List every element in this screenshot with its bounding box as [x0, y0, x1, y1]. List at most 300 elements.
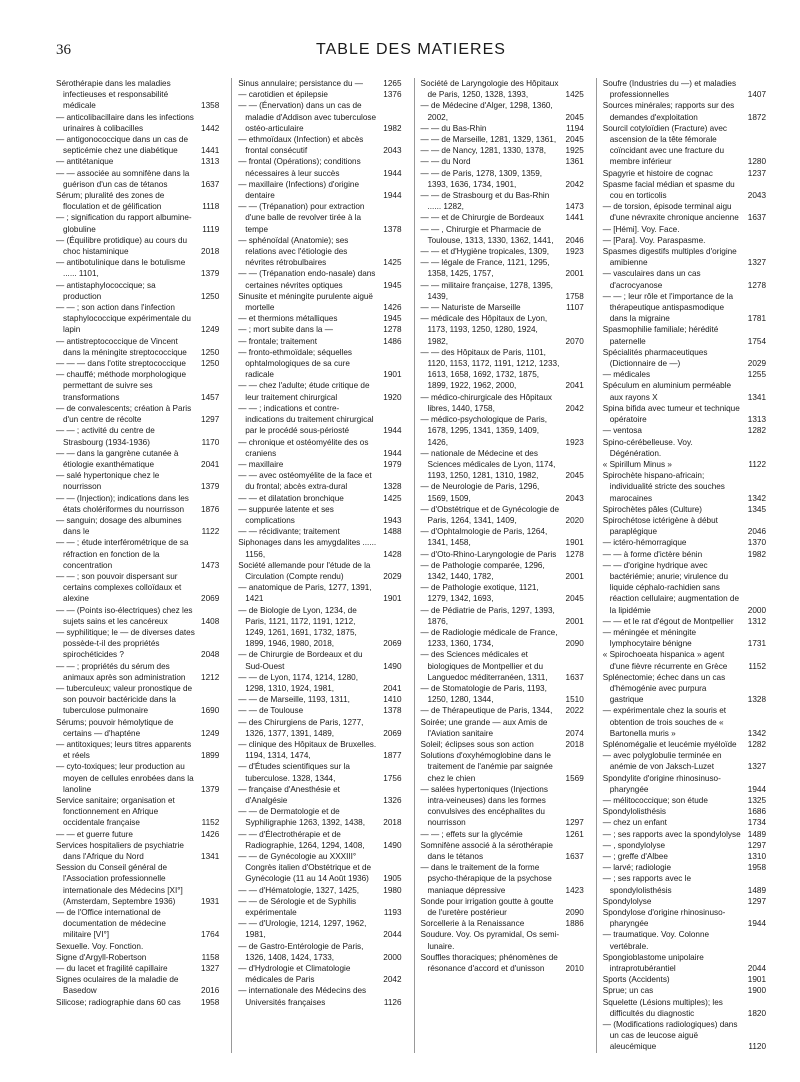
entry-page: 2069 [201, 594, 220, 604]
index-entry [421, 212, 584, 223]
entry-text: Spina bifida avec tumeur et technique opératoire [602, 403, 740, 425]
entry-text: « Spirillum Minus » [602, 459, 672, 469]
index-entry [238, 717, 401, 739]
entry-text: Sinusite et méningite purulente aiguë mortelle [238, 291, 373, 313]
entry-page: 1488 [383, 527, 402, 537]
entry-text: Sérum; pluralité des zones de floculation et de gélification [56, 191, 165, 212]
entry-page: 1764 [201, 930, 220, 940]
entry-text: — de Biologie de Lyon, 1234, de Paris, 1121, 1172, 1191, 1212, 1249, 1261, 1691, 1732, 1875, 1899, 1946, 1980, 2018, [238, 605, 357, 649]
index-entry [56, 336, 219, 358]
entry-text: — — de Gynécologie au XXXIII° Congrès italien d'Obstétrique et de Gynécologie (11 au 14 Août 1936) [238, 852, 372, 884]
entry-text: — de Médecine d'Alger, 1298, 1360, 2002, [420, 101, 553, 122]
entry-text: — — ; son action dans l'infection staphylococcique expérimentale du lapin [56, 303, 191, 335]
index-entry [238, 896, 401, 918]
index-entry [421, 952, 584, 974]
entry-page: 1690 [201, 706, 220, 716]
entry-text: — ictéro-hémorragique [602, 538, 687, 548]
index-entry [603, 224, 766, 235]
index-entry [603, 235, 766, 246]
index-entry [603, 672, 766, 706]
index-entry [603, 851, 766, 862]
index-entry [238, 649, 401, 671]
entry-page: 2045 [565, 471, 584, 481]
entry-text: Spagyrie et histoire de cognac [602, 168, 713, 178]
entry-text: Spéculum en aluminium perméable aux rayons X [602, 381, 732, 402]
entry-text: — — et dilatation bronchique [238, 493, 344, 503]
entry-page: 2029 [747, 359, 766, 369]
index-entry [421, 683, 584, 705]
entry-text: — — des Hôpitaux de Paris, 1101, 1120, 1153, 1172, 1191, 1212, 1233, 1613, 1658, 1692, 1732, 1875, 1899, 1922, 1962, 2000, [420, 347, 560, 391]
entry-text: — — et guerre future [56, 829, 133, 839]
entry-text: « Spirochoeata hispanica » agent d'une fièvre récurrente en Grèce [602, 650, 728, 671]
index-entry [238, 493, 401, 504]
entry-text: — d'Ophtalmologie de Paris, 1264, 1341, 1458, [420, 527, 548, 548]
entry-page: 1327 [747, 258, 766, 268]
entry-page: 2020 [565, 515, 584, 525]
entry-text: Squelette (Lésions multiples); les difficultés du diagnostic [602, 997, 723, 1018]
index-entry [238, 459, 401, 470]
entry-text: Sérothérapie dans les maladies infectieuses et responsabilité médicale [56, 79, 171, 111]
index-entry [56, 941, 219, 952]
index-entry [238, 89, 401, 100]
index-entry [603, 952, 766, 974]
index-entry [603, 537, 766, 548]
entry-page: 1126 [383, 997, 402, 1007]
index-entry [421, 750, 584, 784]
entry-page: 1158 [201, 952, 220, 962]
entry-page: 1441 [201, 146, 220, 156]
index-entry [238, 313, 401, 324]
entry-page: 1756 [383, 773, 402, 783]
index-entry [421, 549, 584, 560]
entry-text: — médicale des Hôpitaux de Lyon, 1173, 1193, 1250, 1280, 1924, 1982, [420, 314, 548, 346]
index-entry [238, 291, 401, 313]
entry-page: 1410 [383, 695, 402, 705]
entry-page: 1982 [747, 549, 766, 559]
index-entry [421, 739, 584, 750]
entry-text: Signes oculaires de la maladie de Basedow [56, 975, 179, 996]
index-entry [56, 571, 219, 605]
index-entry [421, 481, 584, 503]
entry-page: 1980 [383, 885, 402, 895]
entry-text: — — (Trépanation endo-nasale) dans certaines névrites optiques [238, 269, 376, 290]
index-entry [421, 918, 584, 929]
entry-text: — — ; propriétés du sérum des animaux après son administration [56, 661, 186, 682]
entry-page: 1473 [201, 560, 220, 570]
index-entry [603, 459, 766, 470]
entry-text: — de Pathologie exotique, 1121, 1279, 1342, 1693, [420, 583, 539, 604]
index-entry [56, 358, 219, 369]
entry-text: — — (Points iso-électriques) chez les sujets sains et les cancéreux [56, 605, 193, 626]
entry-text: — — et d'Hygiène tropicales, 1309, [420, 247, 550, 257]
index-entry [56, 403, 219, 425]
entry-text: — nationale de Médecine et des Sciences médicales de Lyon, 1174, 1193, 1250, 1281, 1310, 1982, [420, 448, 556, 481]
entry-page: 2090 [565, 908, 584, 918]
index-entry [603, 705, 766, 739]
index-entry [421, 134, 584, 145]
index-entry [421, 627, 584, 649]
entry-page: 1473 [565, 202, 584, 212]
index-entry [603, 246, 766, 268]
entry-page: 1901 [565, 538, 584, 548]
entry-text: — dans le traitement de la forme psycho-thérapique de la psychose maniaque dépressive [420, 863, 552, 895]
index-entry [603, 347, 766, 369]
entry-page: 1637 [565, 852, 584, 862]
index-entry [603, 369, 766, 380]
index-entry [421, 280, 584, 302]
entry-page: 1376 [383, 90, 402, 100]
index-entry [56, 168, 219, 190]
entry-text: — [Para]. Voy. Paraspasme. [602, 235, 706, 245]
entry-text: — expérimentale chez la souris et obtention de trois souches de « Bartonella muris » [602, 706, 727, 738]
entry-text: — syphilitique; le — de diverses dates possède-t-il des propriétés spirochéticides ? [56, 627, 195, 660]
entry-text: Spongioblastome unipolaire intraprotubérantiel [602, 952, 704, 974]
index-entry [421, 347, 584, 392]
entry-page: 1734 [747, 818, 766, 828]
entry-page: 2018 [565, 739, 584, 749]
entry-page: 1886 [565, 919, 584, 929]
entry-text: — — (Énervation) dans un cas de maladie d'Addison avec tuberculose ostéo-articulaire [238, 101, 377, 133]
entry-text: — médicales [602, 370, 651, 380]
entry-text: — antibotulinique dans le botulisme ...... 1101, [56, 258, 186, 279]
entry-page: 1328 [747, 695, 766, 705]
entry-page: 1425 [383, 493, 402, 503]
entry-page: 2090 [565, 639, 584, 649]
entry-text: — médico-chirurgicale des Hôpitaux libres, 1440, 1758, [420, 392, 553, 413]
entry-text: — avec polyglobulie terminée en anémie de von Jaksch-Luzet [602, 751, 722, 772]
index-entry [56, 862, 219, 907]
index-entry [421, 156, 584, 167]
entry-page: 2001 [565, 571, 584, 581]
entry-text: — de Chirurgie de Bordeaux et du Sud-Ouest [238, 650, 363, 671]
index-entry [56, 369, 219, 403]
index-entry [421, 862, 584, 896]
entry-text: Spirochètes pâles (Culture) [602, 504, 702, 514]
entry-text: Spasmophilie familiale; hérédité paternelle [602, 325, 719, 346]
entry-text: — — ; étude interférométrique de sa réfraction en fonction de la concentration [56, 538, 189, 570]
entry-text: — — ; activité du centre de Strasbourg (1934-1936) [56, 426, 155, 447]
entry-text: — ; mort subite dans la — [238, 325, 333, 335]
index-entry [603, 560, 766, 616]
entry-page: 1423 [565, 885, 584, 895]
entry-page: 1944 [383, 448, 402, 458]
entry-page: 1486 [383, 336, 402, 346]
entry-page: 1282 [747, 426, 766, 436]
entry-text: Spondylite d'origine rhinosinuso-pharyngée [602, 773, 721, 794]
entry-text: Souffles thoraciques; phénomènes de résonance d'accord et d'unisson [420, 952, 558, 974]
entry-page: 1250 [201, 347, 220, 357]
entry-page: 2042 [565, 403, 584, 413]
index-entry [603, 773, 766, 795]
entry-page: 2010 [565, 964, 584, 974]
index-entry [603, 268, 766, 290]
index-entry [56, 235, 219, 257]
entry-page: 1249 [201, 325, 220, 335]
index-entry [56, 190, 219, 212]
entry-text: — des Sciences médicales et biologiques de Montpellier et du Languedoc méditerranéen, 1311, [420, 650, 548, 682]
entry-page: 1297 [747, 840, 766, 850]
index-entry [238, 761, 401, 783]
entry-page: 1249 [201, 728, 220, 738]
entry-page: 1379 [201, 482, 220, 492]
index-entry [421, 560, 584, 582]
entry-text: — — d'Urologie, 1214, 1297, 1962, 1981, [238, 919, 367, 940]
entry-page: 1425 [565, 90, 584, 100]
entry-page: 1327 [201, 964, 220, 974]
entry-page: 1326 [383, 796, 402, 805]
index-entry [56, 840, 219, 862]
entry-page: 1120 [748, 1042, 766, 1052]
index-entry [603, 896, 766, 907]
entry-page: 2069 [383, 639, 402, 649]
entry-page: 1361 [565, 157, 584, 167]
index-entry [421, 168, 584, 190]
entry-page: 1237 [747, 168, 766, 178]
page-header [56, 38, 766, 64]
index-entry [421, 302, 584, 313]
entry-text: Spino-cérébelleuse. Voy. Dégénération. [602, 437, 693, 458]
entry-page: 1731 [747, 639, 766, 649]
entry-text: — traumatique. Voy. Colonne vertébrale. [602, 930, 710, 951]
entry-page: 1490 [383, 840, 402, 850]
entry-page: 1119 [202, 224, 220, 234]
entry-text: — — à forme d'ictère bénin [602, 549, 703, 559]
entry-page: 1297 [201, 415, 220, 425]
index-entry [56, 683, 219, 717]
entry-page: 2046 [747, 527, 766, 537]
entry-text: — sphénoïdal (Anatomie); ses relations avec l'étiologie des névrites rétrobulbaires [238, 235, 349, 268]
entry-text: Services hospitaliers de psychiatrie dans l'Afrique du Nord [56, 840, 184, 862]
entry-page: 1170 [201, 437, 220, 447]
entry-page: 2001 [565, 269, 584, 279]
entry-text: Session du Conseil général de l'Association professionnelle internationale des Médecins [XI°] (Amsterdam, Septembre 1936) [56, 863, 183, 906]
entry-page: 1313 [201, 157, 220, 167]
entry-page: 2001 [565, 616, 584, 626]
entry-page: 1876 [201, 504, 220, 514]
index-entry [238, 156, 401, 178]
index-entry [56, 795, 219, 829]
index-entry [238, 268, 401, 290]
entry-text: Solutions d'oxyhémoglobine dans le traitement de l'anémie par saignée chez le chien [420, 751, 553, 783]
entry-text: Spirochétose ictérigène à début paraplégique [602, 515, 718, 537]
entry-page: 2018 [383, 818, 402, 828]
entry-page: 1637 [747, 213, 766, 223]
entry-page: 1212 [201, 672, 220, 682]
entry-text: — — de Sérologie et de Syphilis expérimentale [238, 896, 357, 918]
entry-text: — — de Lyon, 1174, 1214, 1280, 1298, 1310, 1924, 1981, [238, 672, 358, 693]
index-entry [421, 582, 584, 604]
entry-page: 1979 [383, 459, 402, 469]
entry-text: — ; signification du rapport albumine-globuline [56, 213, 192, 234]
entry-text: — antitoxiques; leurs titres apparents et réels [56, 739, 192, 761]
entry-text: — — (Injection); indications dans les états cholériformes du nourrisson [56, 493, 189, 514]
entry-page: 1426 [201, 829, 220, 839]
entry-text: Spécialités pharmaceutiques (Dictionnaire de —) [602, 347, 708, 369]
entry-text: — vasculaires dans un cas d'acrocyanose [602, 269, 701, 290]
index-entry [421, 392, 584, 414]
index-entry [421, 784, 584, 829]
entry-text: — d'Études scientifiques sur la tuberculose. 1328, 1344, [238, 762, 350, 783]
index-entry [603, 100, 766, 122]
entry-text: — — de Strasbourg et du Bas-Rhin ...... 1282, [420, 191, 550, 212]
entry-page: 1489 [747, 885, 766, 895]
entry-page: 2018 [201, 247, 220, 257]
entry-page: 1428 [383, 549, 402, 559]
entry-page: 1280 [747, 157, 766, 167]
entry-page: 1378 [383, 224, 402, 234]
index-entry [603, 649, 766, 671]
index-entry [238, 437, 401, 459]
entry-page: 2045 [565, 112, 584, 122]
entry-page: 1441 [565, 213, 584, 223]
entry-text: — frontale; traitement [238, 336, 317, 346]
entry-text: — de Pédiatrie de Paris, 1297, 1393, 1876, [420, 605, 555, 626]
index-entry [421, 246, 584, 257]
index-entry [603, 324, 766, 346]
index-entry [603, 795, 766, 806]
entry-text: — tuberculeux; valeur pronostique de son pouvoir bactéricide dans la tuberculose pulmonaire [56, 683, 193, 716]
index-column-4 [596, 78, 766, 1053]
index-entry [56, 907, 219, 941]
entry-text: — d'Hydrologie et Climatologie médicales de Paris [238, 964, 351, 985]
index-column-2 [231, 78, 401, 1053]
entry-text: — — associée au somnifène dans la guérison d'un cas de tétanos [56, 168, 190, 189]
index-entry [238, 78, 401, 89]
entry-page: 1327 [747, 762, 766, 772]
index-entry [56, 515, 219, 537]
entry-text: Soirée; une grande — aux Amis de l'Aviation sanitaire [420, 717, 548, 738]
entry-page: 1943 [383, 515, 402, 525]
entry-page: 2016 [201, 986, 220, 996]
entry-page: 1341 [201, 852, 220, 862]
index-entry [56, 627, 219, 661]
entry-text: — — d'Électrothérapie et de Radiographie, 1264, 1294, 1408, [238, 829, 365, 850]
entry-page: 2070 [565, 336, 584, 346]
entry-page: 2029 [383, 571, 402, 581]
index-entry [603, 985, 766, 996]
entry-text: — (Modifications radiologiques) dans un cas de leucose aiguë aleucémique [602, 1020, 738, 1052]
entry-text: — internationale des Médecins des Universités françaises [238, 986, 367, 1007]
entry-page: 1901 [383, 594, 402, 604]
index-entry [238, 380, 401, 402]
entry-page: 1325 [747, 796, 766, 805]
entry-text: — salé hypertonique chez le nourrisson [56, 471, 160, 492]
entry-text: — — d'Hématologie, 1327, 1425, [238, 885, 360, 895]
entry-text: — chronique et ostéomyélite des os craniens [238, 437, 369, 458]
entry-page: 1901 [383, 370, 402, 380]
entry-text: — de Stomatologie de Paris, 1193, 1250, 1280, 1344, [420, 683, 547, 705]
index-entry [238, 605, 401, 650]
index-entry [421, 190, 584, 212]
entry-page: 2044 [747, 964, 766, 974]
entry-text: Sources minérales; rapports sur des demandes d'exploitation [602, 101, 735, 122]
entry-page: 2046 [565, 235, 584, 245]
index-entry [421, 896, 584, 918]
entry-text: Signe d'Argyll-Robertson [56, 952, 147, 962]
entry-page: 1152 [748, 661, 766, 671]
entry-page: 1407 [747, 90, 766, 100]
index-entry [603, 403, 766, 425]
index-entry [603, 168, 766, 179]
entry-page: 1426 [383, 303, 402, 313]
entry-text: Soleil; éclipses sous son action [420, 739, 534, 749]
entry-text: — — de Dermatologie et de Syphiligraphie 1263, 1392, 1438, [238, 807, 365, 828]
entry-page: 1510 [565, 695, 584, 705]
index-entry [603, 806, 766, 817]
entry-text: — antistaphylococcique; sa production [56, 280, 156, 301]
index-entry [603, 380, 766, 402]
entry-page: 1194 [566, 123, 584, 133]
entry-text: — ; ses rapports avec le spondylolisthésis [602, 874, 692, 895]
entry-text: — — ; son pouvoir dispersant sur certains complexes colloïdaux et alexine [56, 571, 182, 604]
entry-page: 1313 [747, 415, 766, 425]
index-entry [421, 313, 584, 347]
entry-page: 1901 [747, 975, 766, 985]
entry-page: 1900 [747, 986, 766, 996]
entry-page: 1754 [747, 336, 766, 346]
entry-text: — médico-psychologique de Paris, 1678, 1295, 1341, 1359, 1409, 1426, [420, 415, 548, 447]
entry-page: 1877 [383, 751, 402, 761]
entry-text: Splénomégalie et leucémie myéloïde [602, 739, 737, 749]
index-entry [421, 829, 584, 840]
entry-page: 1379 [201, 784, 220, 794]
entry-text: Splénectomie; échec dans un cas d'hémogénie avec purpura gastrique [602, 672, 726, 705]
entry-page: 1944 [383, 191, 402, 201]
entry-page: 1905 [383, 874, 402, 884]
entry-page: 1122 [201, 527, 220, 537]
entry-text: — de torsion, épisode terminal aigu d'une névraxite chronique ancienne [602, 202, 739, 223]
index-entry [56, 997, 219, 1008]
entry-text: Sinus annulaire; persistance du — [238, 79, 363, 88]
index-entry [603, 437, 766, 459]
entry-text: — de Radiologie médicale de France, 1233, 1360, 1734, [420, 627, 558, 649]
index-entry [603, 929, 766, 951]
index-entry [603, 840, 766, 851]
index-entry [421, 100, 584, 122]
index-entry [238, 806, 401, 828]
index-entry [238, 694, 401, 705]
index-entry [421, 257, 584, 279]
entry-text: — antigonococcique dans un cas de septicémie chez une diabétique [56, 135, 188, 156]
entry-text: — — légale de France, 1121, 1295, 1358, 1425, 1757, [420, 258, 550, 279]
entry-text: Siphonages dans les amygdalites ...... 1156, [238, 538, 377, 559]
entry-page: 1107 [566, 303, 584, 313]
index-entry [421, 123, 584, 134]
index-entry [238, 235, 401, 269]
entry-page: 1982 [383, 123, 402, 133]
index-entry [56, 156, 219, 167]
index-entry [56, 974, 219, 996]
entry-text: — — et de Chirurgie de Bordeaux [420, 213, 544, 223]
index-entry [56, 134, 219, 156]
index-entry [603, 750, 766, 772]
index-entry [238, 504, 401, 526]
entry-text: — — avec ostéomyélite de la face et du frontal; abcès extra-dural [238, 471, 372, 492]
entry-text: — — Naturiste de Marseille [420, 303, 521, 313]
index-entry [421, 929, 584, 951]
index-entry [603, 549, 766, 560]
entry-page: 1379 [201, 269, 220, 279]
index-entry [56, 280, 219, 302]
entry-text: Service sanitaire; organisation et fonctionnement en Afrique occidentale française [56, 796, 175, 828]
entry-page: 1265 [383, 79, 402, 88]
entry-page: 1328 [383, 482, 402, 492]
entry-page: 2041 [383, 683, 402, 693]
index-entry [238, 179, 401, 201]
index-entry [421, 649, 584, 683]
entry-text: — ; ses rapports avec la spondylolyse [602, 829, 741, 839]
entry-text: Soufre (Industries du —) et maladies professionnelles [602, 79, 737, 100]
